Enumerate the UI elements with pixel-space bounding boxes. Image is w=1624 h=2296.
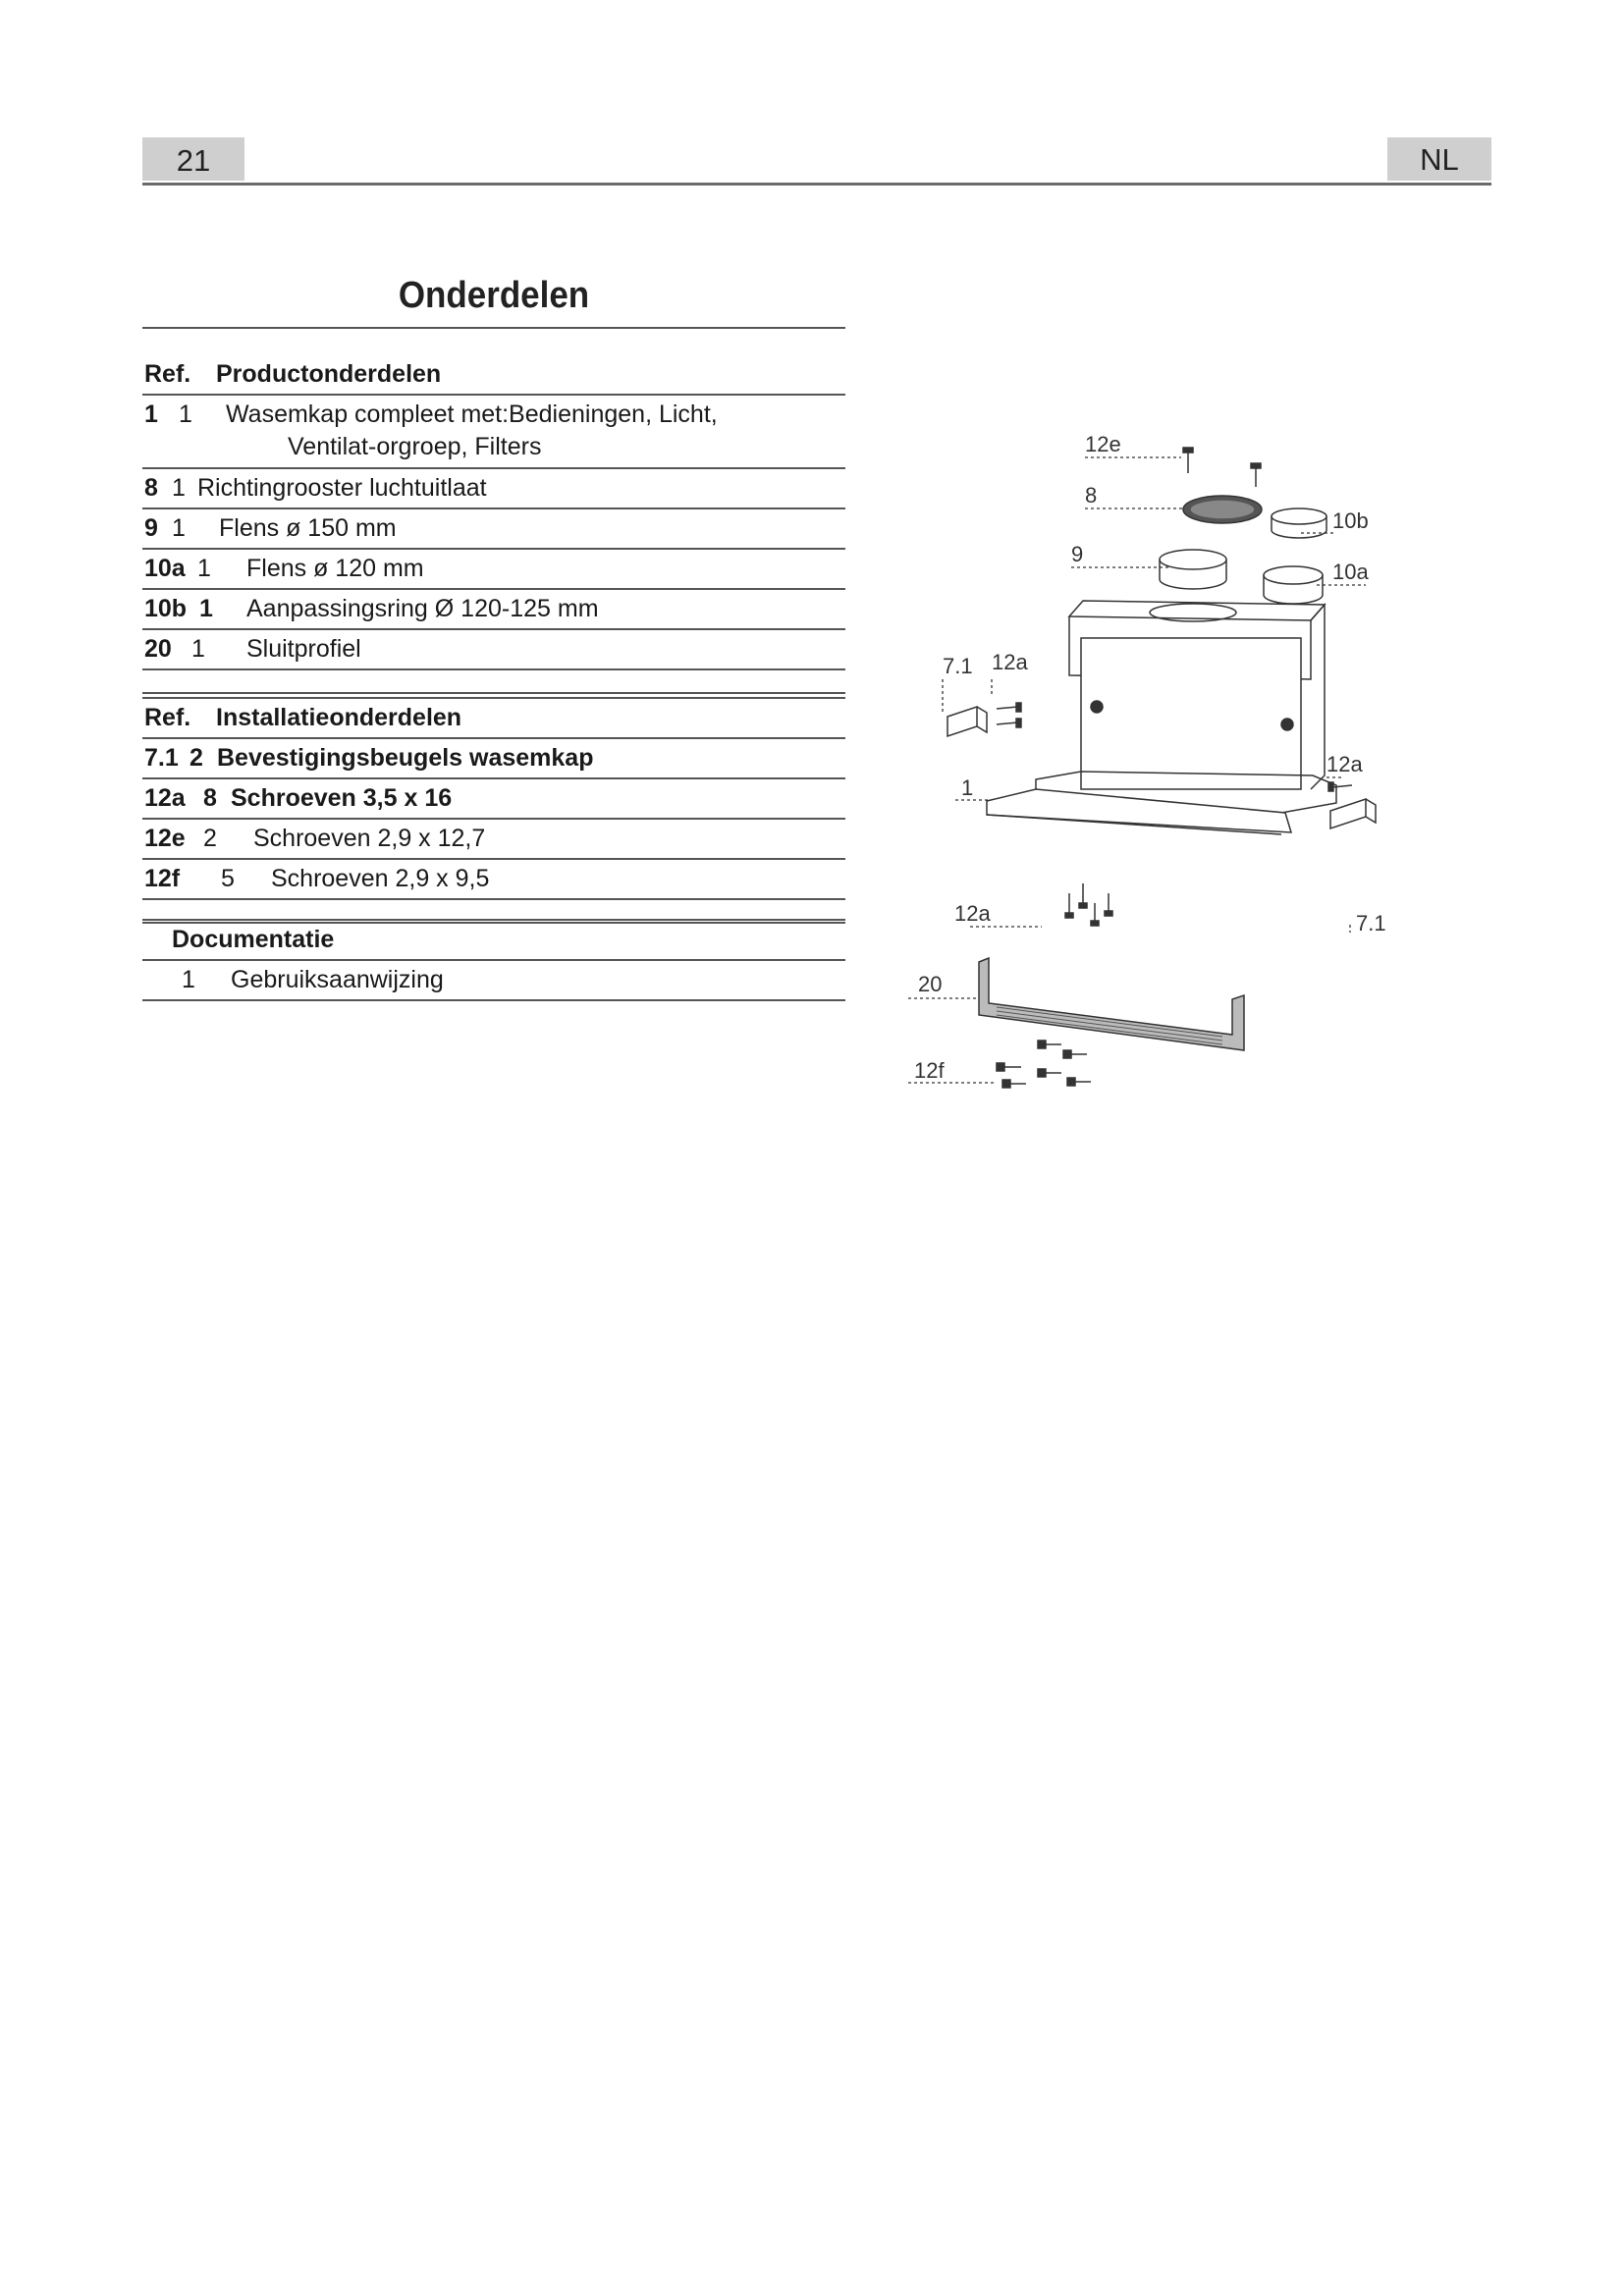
- label-12f: 12f: [914, 1058, 945, 1083]
- qty-cell: 1: [199, 595, 213, 622]
- product-parts-heading: Productonderdelen: [216, 360, 442, 388]
- desc-cell: Flens ø 150 mm: [219, 514, 397, 542]
- ref-cell: 12e: [144, 825, 186, 852]
- desc-cell: Schroeven 2,9 x 9,5: [271, 865, 490, 892]
- table-row: [142, 961, 845, 1001]
- ref-cell: 8: [144, 474, 158, 502]
- label-12a-right: 12a: [1326, 752, 1363, 776]
- label-20: 20: [918, 972, 943, 996]
- qty-cell: 1: [191, 635, 205, 663]
- qty-cell: 2: [189, 744, 203, 772]
- page-number: 21: [142, 137, 244, 181]
- table-row: [142, 550, 845, 590]
- desc-cell: Aanpassingsring Ø 120-125 mm: [246, 595, 599, 622]
- product-parts-table: [142, 355, 845, 694]
- ref-cell: 7.1: [144, 744, 179, 772]
- desc-cell: Wasemkap compleet met:Bedieningen, Licht,: [226, 400, 718, 428]
- desc-cell: Richtingrooster luchtuitlaat: [197, 474, 487, 502]
- desc-cell: Bevestigingsbeugels wasemkap: [217, 744, 594, 772]
- desc-cell: Gebruiksaanwijzing: [231, 966, 444, 993]
- label-1: 1: [961, 775, 974, 800]
- qty-cell: 1: [172, 514, 186, 542]
- qty-cell: 1: [182, 966, 195, 993]
- documentation-table: [142, 919, 845, 1001]
- table-row: [142, 820, 845, 860]
- qty-cell: 5: [221, 865, 235, 892]
- documentation-heading: Documentatie: [172, 926, 335, 953]
- table-row: [142, 590, 845, 630]
- ref-cell: 20: [144, 635, 172, 663]
- table-spacer: [142, 670, 845, 694]
- ref-column-label: Ref.: [144, 704, 191, 731]
- qty-cell: 8: [203, 784, 217, 812]
- ref-cell: 12f: [144, 865, 181, 892]
- table-row: [142, 469, 845, 509]
- desc-cell-continued: Ventilat-orgroep, Filters: [288, 433, 542, 460]
- label-9: 9: [1071, 542, 1084, 566]
- installation-parts-table: [142, 697, 845, 924]
- table-row: [142, 630, 845, 670]
- table-row: [142, 860, 845, 900]
- ref-cell: 12a: [144, 784, 186, 812]
- table-row: [142, 779, 845, 820]
- ref-column-label: Ref.: [144, 360, 191, 388]
- table-row: [142, 739, 845, 779]
- documentation-header: [142, 919, 845, 961]
- product-parts-header: [142, 355, 845, 396]
- installation-parts-header: [142, 697, 845, 739]
- desc-cell: Sluitprofiel: [246, 635, 361, 663]
- label-12a-left: 12a: [992, 650, 1028, 674]
- desc-cell: Flens ø 120 mm: [246, 555, 424, 582]
- exploded-parts-diagram: [908, 422, 1419, 1099]
- label-12e: 12e: [1085, 432, 1121, 456]
- parts-illustration: [908, 422, 1419, 1099]
- ref-cell: 10a: [144, 555, 186, 582]
- page-title: Onderdelen: [398, 275, 590, 316]
- qty-cell: 1: [197, 555, 211, 582]
- language-badge: NL: [1387, 137, 1491, 181]
- table-row: [142, 509, 845, 550]
- table-row: [142, 396, 845, 469]
- desc-cell: Schroeven 3,5 x 16: [231, 784, 453, 812]
- page-header: [142, 137, 1491, 186]
- qty-cell: 1: [172, 474, 186, 502]
- label-7-1-left: 7.1: [943, 654, 973, 678]
- ref-cell: 1: [144, 400, 158, 428]
- label-10a: 10a: [1332, 560, 1369, 584]
- label-10b: 10b: [1332, 508, 1369, 533]
- label-7-1-right: 7.1: [1356, 911, 1386, 935]
- qty-cell: 2: [203, 825, 217, 852]
- label-8: 8: [1085, 483, 1098, 507]
- title-divider: [142, 327, 845, 329]
- desc-cell: Schroeven 2,9 x 12,7: [253, 825, 486, 852]
- qty-cell: 1: [179, 400, 192, 428]
- label-12a-bottom: 12a: [954, 901, 991, 926]
- installation-parts-heading: Installatieonderdelen: [216, 704, 462, 731]
- ref-cell: 10b: [144, 595, 188, 622]
- ref-cell: 9: [144, 514, 158, 542]
